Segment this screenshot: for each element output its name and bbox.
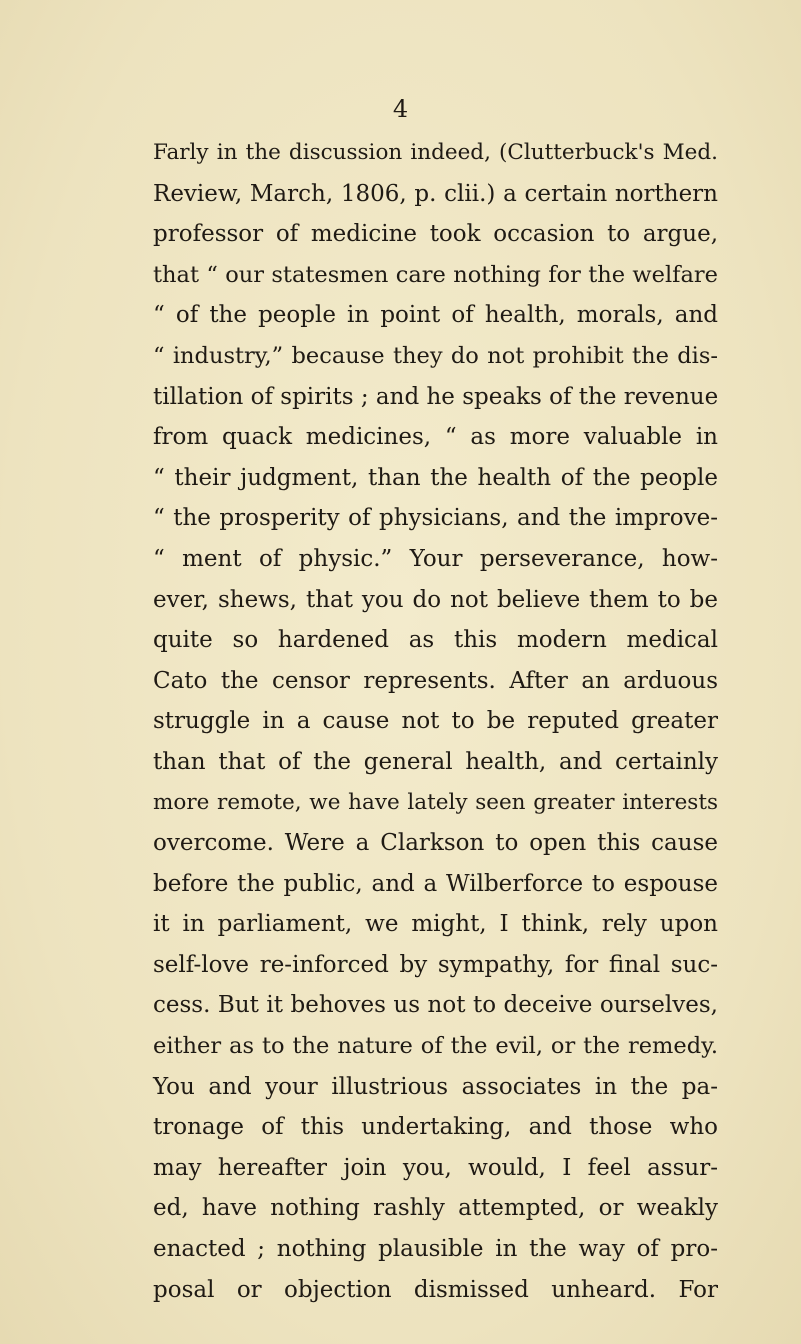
text-line: than that of the general health, and certainly	[153, 748, 718, 775]
text-line: before the public, and a Wilberforce to espouse	[153, 870, 718, 897]
text-line: may hereafter join you, would, I feel assur-	[153, 1154, 718, 1181]
text-line: You and your illustrious associates in the pa-	[153, 1073, 718, 1100]
text-line: Farly in the discussion indeed, (Clutterbuck's Med.	[153, 140, 718, 165]
text-line: struggle in a cause not to be reputed greater	[153, 708, 718, 735]
text-line: “ the prosperity of physicians, and the improve-	[153, 505, 718, 532]
text-line: cess. But it behoves us not to deceive ourselves,	[153, 992, 718, 1019]
text-line: overcome. Were a Clarkson to open this cause	[153, 830, 718, 857]
text-line: “ of the people in point of health, morals, and	[153, 302, 718, 329]
text-line: “ ment of physic.” Your perseverance, how-	[153, 545, 718, 572]
text-line: posal or objection dismissed unheard. For	[153, 1276, 718, 1303]
text-line: tronage of this undertaking, and those who	[153, 1114, 718, 1141]
text-line: “ industry,” because they do not prohibit the dis-	[153, 342, 718, 369]
text-line: from quack medicines, “ as more valuable in	[153, 424, 718, 451]
text-line: either as to the nature of the evil, or the remedy.	[153, 1033, 718, 1060]
page-number: 4	[392, 95, 409, 123]
text-line: quite so hardened as this modern medical	[153, 627, 718, 654]
text-line: enacted ; nothing plausible in the way of pro-	[153, 1236, 718, 1263]
text-line: self-love re-inforced by sympathy, for final suc-	[153, 951, 718, 978]
text-line: that “ our statesmen care nothing for the welfare	[153, 261, 718, 288]
text-line: ed, have nothing rashly attempted, or weakly	[153, 1195, 718, 1222]
text-line: ever, shews, that you do not believe them to be	[153, 586, 718, 613]
text-line: more remote, we have lately seen greater interests	[153, 789, 718, 815]
text-line: tillation of spirits ; and he speaks of the revenue	[153, 383, 719, 410]
text-line: Review, March, 1806, p. clii.) a certain northern	[153, 180, 718, 207]
text-line: Cato the censor represents. After an arduous	[153, 667, 718, 694]
text-line: “ their judgment, than the health of the people	[153, 464, 718, 491]
body-text	[153, 133, 718, 1310]
text-line: it in parliament, we might, I think, rely upon	[153, 911, 718, 938]
text-line: professor of medicine took occasion to argue,	[153, 221, 718, 248]
